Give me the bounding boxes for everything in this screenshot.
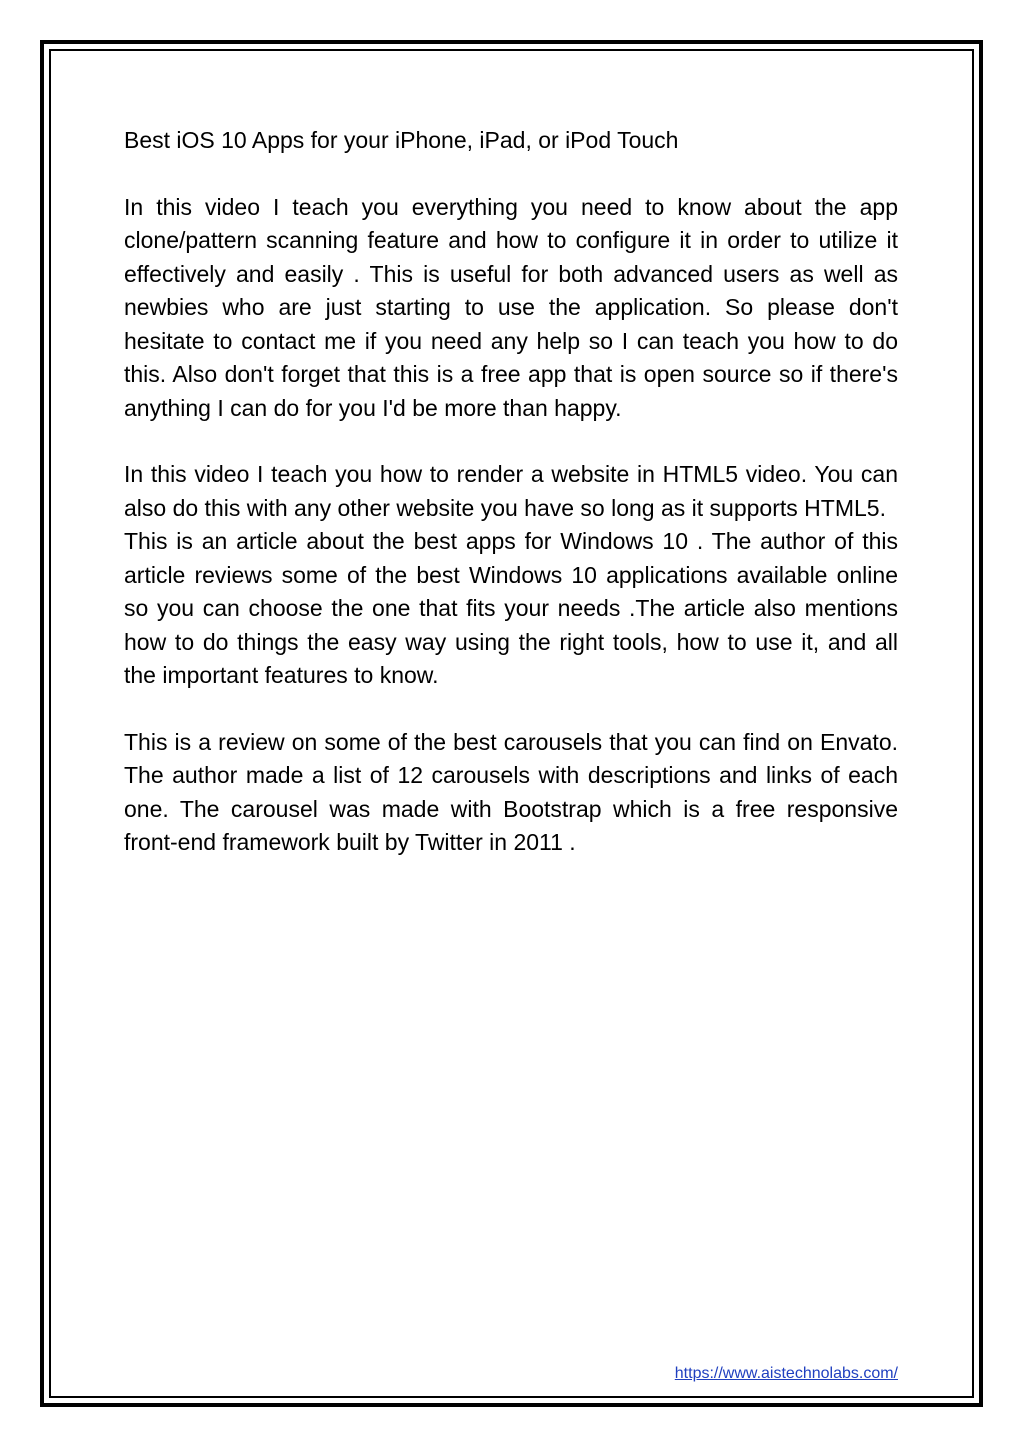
footer-website-link[interactable]: https://www.aistechnolabs.com/ — [674, 1365, 898, 1382]
document-body — [124, 124, 898, 860]
document-title: Best iOS 10 Apps for your iPhone, iPad, or iPod Touch — [124, 127, 679, 153]
paragraph-html5-video: In this video I teach you how to render a website in HTML5 video. You can also do this with any other website you have so long as it supports HTML5. — [124, 461, 898, 521]
paragraph-carousels: This is a review on some of the best carousels that you can find on Envato. The author made a list of 12 carousels with descriptions and links of each one. The carousel was made with Bootstrap which is a free responsive front-end framework built by Twitter in 2011 . — [124, 728, 898, 855]
paragraph-windows-apps: This is an article about the best apps for Windows 10 . The author of this article reviews some of the best Windows 10 applications available online so you can choose the one that fits your needs .The article also mentions how to do things the easy way using the right tools, how to use it, and all the important features to know. — [124, 528, 898, 688]
paragraph-app-clone: In this video I teach you everything you need to know about the app clone/pattern scanning feature and how to configure it in order to utilize it effectively and easily . This is useful for both advanced users as well as newbies who are just starting to use the application. So please don't hesitate to contact me if you need any help so I can teach you how to do this. Also don't forget that this is a free app that is open source so if there's anything I can do for you I'd be more than happy. — [124, 193, 898, 421]
